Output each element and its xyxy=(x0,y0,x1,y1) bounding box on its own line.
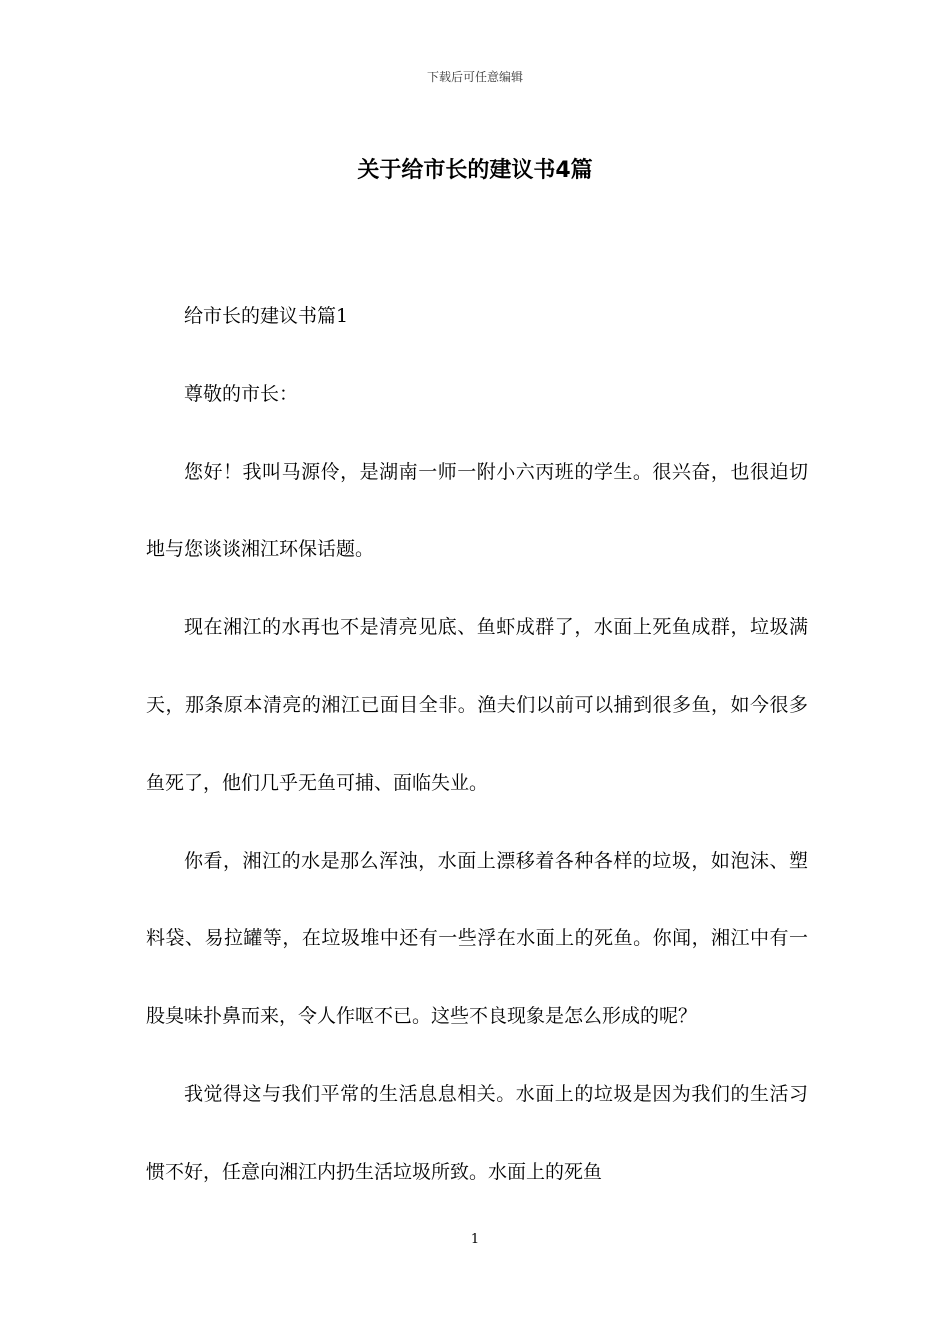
salutation: 尊敬的市长： xyxy=(184,382,299,405)
header-note: 下载后可任意编辑 xyxy=(426,70,523,84)
section-heading: 给市长的建议书篇1 xyxy=(184,305,349,327)
page-number: 1 xyxy=(470,1232,480,1247)
document-title: 关于给市长的建议书4篇 xyxy=(357,158,593,183)
paragraph-cause: 我觉得这与我们平常的生活息息相关。水面上的垃圾是因为我们的生活习惯不好，任意向湘江内扔生活垃圾所致。水面上的死鱼 xyxy=(146,1082,808,1183)
paragraph-river-condition: 现在湘江的水再也不是清亮见底、鱼虾成群了，水面上死鱼成群，垃圾满天，那条原本清亮的湘江已面目全非。渔夫们以前可以捕到很多鱼，如今很多鱼死了，他们几乎无鱼可捕、面临失业。 xyxy=(146,616,808,794)
document-body xyxy=(146,278,808,1212)
paragraph-greeting: 您好！我叫马源伶，是湖南一师一附小六丙班的学生。很兴奋，也很迫切地与您谈谈湘江环保话题。 xyxy=(146,460,808,561)
paragraph-pollution-description: 你看，湘江的水是那么浑浊，水面上漂移着各种各样的垃圾，如泡沫、塑料袋、易拉罐等，在垃圾堆中还有一些浮在水面上的死鱼。你闻，湘江中有一股臭味扑鼻而来，令人作呕不已。这些不良现象是怎么形成的呢？ xyxy=(146,849,808,1028)
